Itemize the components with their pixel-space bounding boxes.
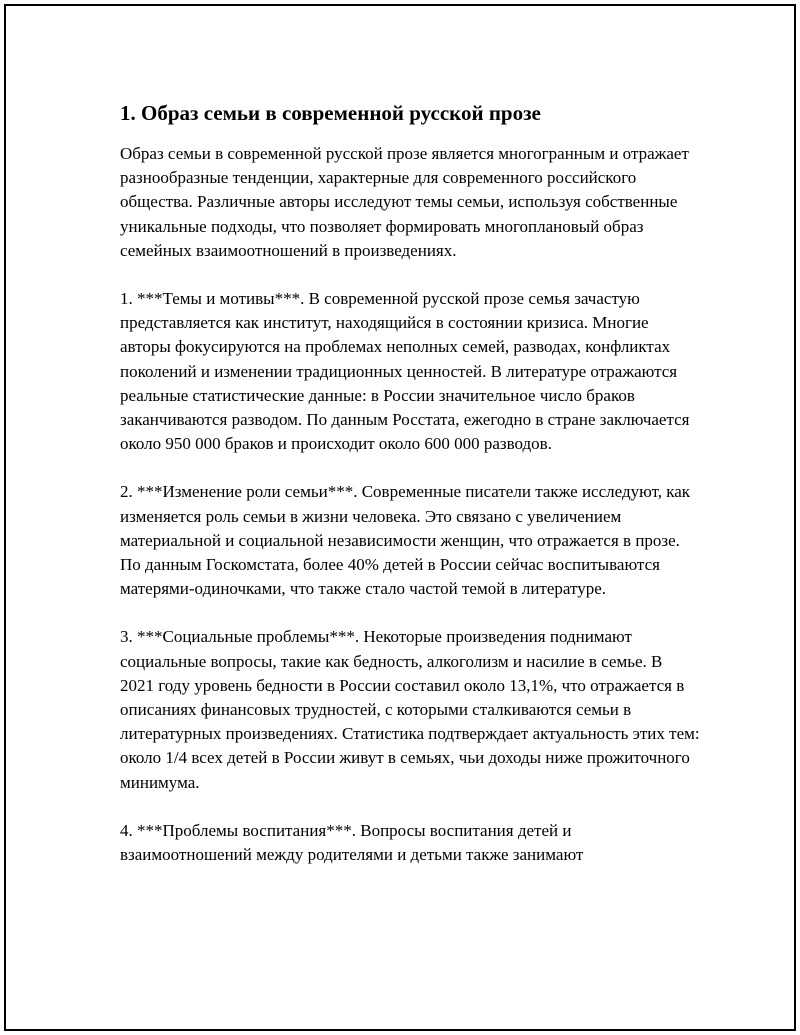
intro-paragraph: Образ семьи в современной русской прозе является многогранным и отражает разнообразные тенденции, характерные для современного российского общества. Различные авторы исследуют темы семьи, используя собственные уникальные подходы, что позволяет формировать многоплановый образ семейных взаимоотношений в произведениях. [120,144,689,260]
page-frame [4,4,796,1031]
paragraph-upbringing: 4. ***Проблемы воспитания***. Вопросы воспитания детей и взаимоотношений между родителями и детьми также занимают [120,820,584,865]
paragraph-family-role: 2. ***Изменение роли семьи***. Современные писатели также исследуют, как изменяется роль семьи в жизни человека. Это связано с увеличением материальной и социальной независимости женщин, что отражается в прозе. По данным Госкомстата, более 40% детей в России сейчас воспитываются матерями-одиночками, что также стало частой темой в литературе. [120,482,691,599]
section-heading: 1. Образ семьи в современной русской прозе [120,101,541,125]
document-body [120,100,700,891]
paragraph-social-problems: 3. ***Социальные проблемы***. Некоторые произведения поднимают социальные вопросы, такие как бедность, алкоголизм и насилие в семье. В 2021 году уровень бедности в России составил около 13,1%, что отражается в описаниях финансовых трудностей, с которыми сталкиваются семьи в литературных произведениях. Статистика подтверждает актуальность этих тем: около 1/4 всех детей в России живут в семьях, чьи доходы ниже прожиточного минимума. [120,627,700,792]
paragraph-themes-motifs: 1. ***Темы и мотивы***. В современной русской прозе семья зачастую представляется как институт, находящийся в состоянии кризиса. Многие авторы фокусируются на проблемах неполных семей, разводах, конфликтах поколений и изменении традиционных ценностей. В литературе отражаются реальные статистические данные: в России значительное число браков заканчиваются разводом. По данным Росстата, ежегодно в стране заключается около 950 000 браков и происходит около 600 000 разводов. [120,289,690,454]
